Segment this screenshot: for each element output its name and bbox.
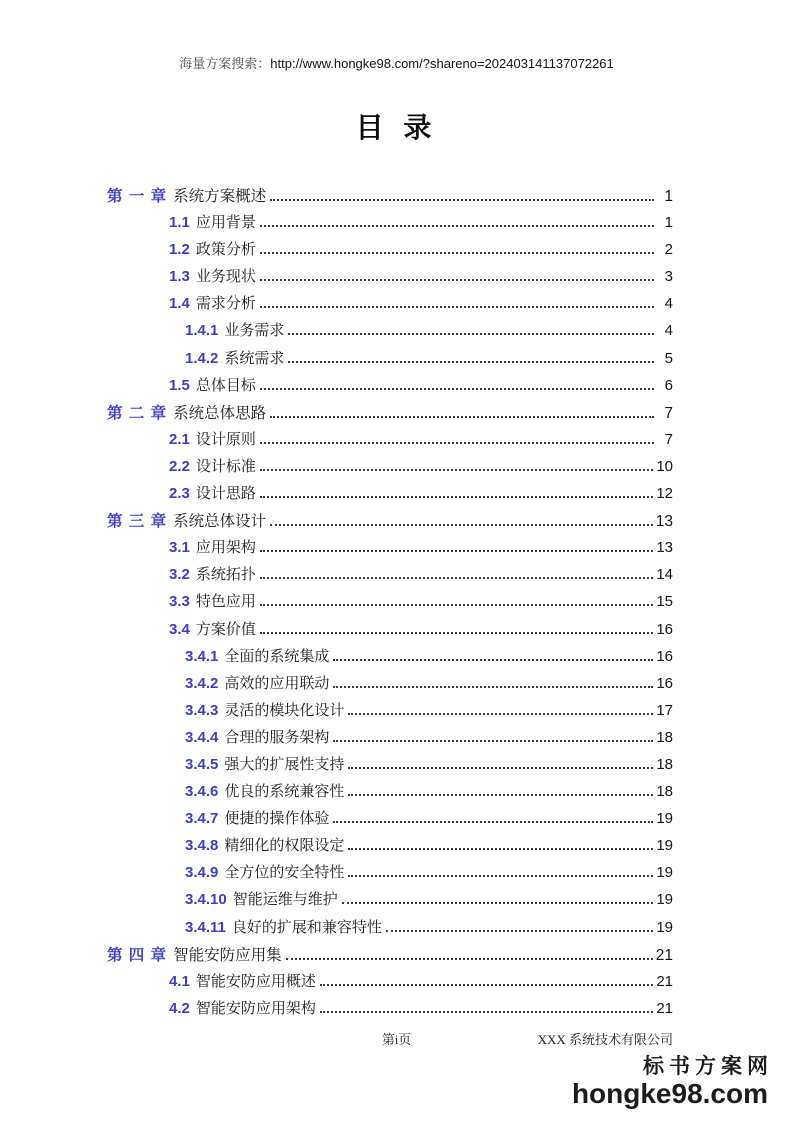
toc-entry-page-number: 21 <box>655 946 673 964</box>
toc-leader-dots <box>260 577 653 579</box>
toc-entry-title: 方案价值 <box>195 620 256 638</box>
toc-entry-number: 1.3 <box>169 268 190 286</box>
toc-entry-page-number: 18 <box>656 755 673 773</box>
toc-leader-dots <box>260 225 654 227</box>
toc-entry-page-number: 3 <box>664 268 673 286</box>
toc-entry[interactable] <box>107 672 673 699</box>
toc-entry-page-number: 18 <box>656 783 673 801</box>
toc-entry-title: 全方位的安全特性 <box>224 864 345 882</box>
toc-entry-title: 总体目标 <box>195 376 256 394</box>
toc-entry-page-number: 18 <box>656 728 673 746</box>
toc-entry-number: 3.4.2 <box>185 674 219 692</box>
toc-entry[interactable] <box>107 401 673 428</box>
toc-entry[interactable] <box>107 618 673 645</box>
toc-list <box>107 184 673 1024</box>
toc-entry-page-number: 13 <box>656 539 673 557</box>
toc-leader-dots <box>260 496 653 498</box>
toc-entry[interactable] <box>107 455 673 482</box>
toc-entry[interactable] <box>107 861 673 888</box>
toc-entry[interactable] <box>107 428 673 455</box>
toc-leader-dots <box>288 333 654 335</box>
toc-entry-number: 1.5 <box>169 376 190 394</box>
toc-entry-title: 智能安防应用集 <box>173 946 282 964</box>
page-title: 目 录 <box>355 112 438 143</box>
toc-leader-dots <box>286 958 653 960</box>
toc-entry-number: 3.4.11 <box>185 918 226 936</box>
toc-entry-title: 特色应用 <box>195 593 256 611</box>
logo-domain: hongke98.com <box>571 1077 768 1109</box>
toc-leader-dots <box>348 794 653 796</box>
toc-entry-number: 3.4.5 <box>185 755 219 773</box>
toc-entry-title: 设计标准 <box>195 457 256 475</box>
toc-entry-page-number: 19 <box>656 810 673 828</box>
toc-leader-dots <box>333 659 653 661</box>
toc-entry-title: 设计思路 <box>195 485 256 503</box>
toc-entry[interactable] <box>107 347 673 374</box>
toc-entry[interactable] <box>107 590 673 617</box>
toc-entry-number: 1.4 <box>169 295 190 313</box>
header-share-url[interactable]: http://www.hongke98.com/?shareno=202403141137072261 <box>270 56 614 71</box>
toc-entry-number: 4.1 <box>169 972 190 990</box>
toc-entry-title: 系统总体设计 <box>173 513 267 531</box>
toc-leader-dots <box>260 388 654 390</box>
toc-entry-title: 业务需求 <box>224 322 285 340</box>
toc-entry-number: 2.3 <box>169 485 190 503</box>
toc-entry-page-number: 16 <box>656 620 673 638</box>
toc-leader-dots <box>333 740 653 742</box>
logo-site-name: 标书方案网 <box>643 1055 773 1078</box>
toc-entry-page-number: 10 <box>656 457 673 475</box>
toc-entry-title: 系统总体思路 <box>173 404 267 422</box>
toc-entry-number: 1.1 <box>169 214 190 232</box>
toc-entry[interactable] <box>107 807 673 834</box>
toc-entry-number: 1.2 <box>169 241 190 259</box>
toc-entry-page-number: 7 <box>664 430 673 448</box>
toc-entry[interactable] <box>107 645 673 672</box>
toc-entry[interactable] <box>107 753 673 780</box>
toc-entry-title: 应用背景 <box>195 214 256 232</box>
toc-entry[interactable] <box>107 292 673 319</box>
toc-entry-page-number: 5 <box>664 349 673 367</box>
toc-entry[interactable] <box>107 482 673 509</box>
toc-leader-dots <box>260 306 654 308</box>
toc-entry-number: 1.4.2 <box>185 349 219 367</box>
document-header <box>0 53 793 72</box>
toc-leader-dots <box>348 713 653 715</box>
toc-entry-number: 3.3 <box>169 593 190 611</box>
toc-leader-dots <box>260 252 654 254</box>
toc-entry-page-number: 14 <box>656 566 673 584</box>
toc-entry-number: 3.2 <box>169 566 190 584</box>
toc-entry-title: 应用架构 <box>195 539 256 557</box>
toc-entry-page-number: 19 <box>656 891 673 909</box>
toc-entry[interactable] <box>107 265 673 292</box>
toc-leader-dots <box>260 550 653 552</box>
toc-entry-number: 3.4.7 <box>185 810 219 828</box>
toc-entry[interactable] <box>107 319 673 346</box>
toc-entry[interactable] <box>107 780 673 807</box>
toc-entry-number: 3.4.6 <box>185 783 219 801</box>
header-search-label: 海量方案搜索： <box>179 56 271 71</box>
footer-company-name: XXX 系统技术有限公司 <box>537 1032 673 1047</box>
toc-entry-page-number: 19 <box>656 918 673 936</box>
toc-leader-dots <box>260 442 654 444</box>
toc-entry[interactable] <box>107 943 673 970</box>
toc-entry-page-number: 21 <box>656 972 673 990</box>
toc-entry[interactable] <box>107 374 673 401</box>
toc-entry-page-number: 13 <box>655 513 673 531</box>
toc-entry-number: 3.4.1 <box>185 647 219 665</box>
toc-entry-title: 系统方案概述 <box>173 188 267 205</box>
toc-entry[interactable] <box>107 563 673 590</box>
toc-entry-page-number: 21 <box>656 999 673 1017</box>
toc-entry-number: 3.4.3 <box>185 701 219 719</box>
toc-leader-dots <box>348 875 653 877</box>
toc-entry-page-number: 7 <box>664 404 673 422</box>
toc-entry-title: 精细化的权限设定 <box>224 837 345 855</box>
toc-entry-number: 3.4.10 <box>185 891 227 909</box>
toc-entry-title: 高效的应用联动 <box>224 674 330 692</box>
toc-entry-title: 需求分析 <box>195 295 256 313</box>
toc-entry-page-number: 1 <box>664 188 673 205</box>
toc-entry[interactable] <box>107 238 673 265</box>
toc-entry-page-number: 4 <box>664 322 673 340</box>
toc-entry[interactable] <box>107 970 673 997</box>
toc-entry-number: 3.4.9 <box>185 864 219 882</box>
toc-leader-dots <box>386 930 653 932</box>
toc-entry-page-number: 4 <box>664 295 673 313</box>
toc-entry-title: 智能安防应用架构 <box>195 999 316 1017</box>
toc-leader-dots <box>260 279 654 281</box>
toc-entry-number: 3.4.4 <box>185 728 219 746</box>
toc-entry-title: 政策分析 <box>195 241 256 259</box>
toc-entry[interactable] <box>107 509 673 536</box>
toc-entry-title: 优良的系统兼容性 <box>224 783 345 801</box>
toc-entry-number: 第 四 章 <box>107 946 168 964</box>
toc-entry-page-number: 12 <box>656 485 673 503</box>
toc-entry[interactable] <box>107 184 673 211</box>
toc-leader-dots <box>270 524 653 526</box>
footer-page-number: 第i页 <box>381 1032 412 1047</box>
toc-entry-number: 1.4.1 <box>185 322 219 340</box>
toc-entry-number: 2.1 <box>169 430 190 448</box>
toc-entry-title: 强大的扩展性支持 <box>224 755 345 773</box>
toc-entry-title: 合理的服务架构 <box>224 728 330 746</box>
toc-entry[interactable] <box>107 699 673 726</box>
toc-entry-title: 系统需求 <box>224 349 285 367</box>
toc-leader-dots <box>288 361 654 363</box>
toc-entry-page-number: 16 <box>656 647 673 665</box>
toc-leader-dots <box>320 984 653 986</box>
toc-entry-number: 3.4.8 <box>185 837 219 855</box>
toc-entry-title: 业务现状 <box>195 268 256 286</box>
toc-leader-dots <box>270 416 654 418</box>
toc-leader-dots <box>333 686 653 688</box>
toc-leader-dots <box>260 469 653 471</box>
toc-leader-dots <box>342 902 654 904</box>
toc-entry-number: 3.1 <box>169 539 190 557</box>
toc-entry-page-number: 15 <box>656 593 673 611</box>
toc-entry-title: 设计原则 <box>195 430 256 448</box>
toc-leader-dots <box>260 604 653 606</box>
toc-entry-title: 全面的系统集成 <box>224 647 330 665</box>
toc-entry-page-number: 6 <box>664 376 673 394</box>
toc-leader-dots <box>333 821 653 823</box>
toc-entry-page-number: 19 <box>656 864 673 882</box>
toc-entry-page-number: 2 <box>664 241 673 259</box>
toc-entry-page-number: 17 <box>656 701 673 719</box>
toc-entry-title: 智能安防应用概述 <box>195 972 316 990</box>
toc-leader-dots <box>270 199 654 201</box>
toc-leader-dots <box>348 767 653 769</box>
toc-entry[interactable] <box>107 997 673 1024</box>
toc-entry-title: 良好的扩展和兼容特性 <box>231 918 382 936</box>
toc-entry-title: 便捷的操作体验 <box>224 810 330 828</box>
toc-entry-number: 3.4 <box>169 620 190 638</box>
site-logo <box>571 1055 773 1109</box>
toc-entry-number: 第 二 章 <box>107 404 168 422</box>
toc-entry-page-number: 19 <box>656 837 673 855</box>
toc-entry[interactable] <box>107 834 673 861</box>
toc-entry[interactable] <box>107 888 673 915</box>
toc-entry-number: 4.2 <box>169 999 190 1017</box>
toc-entry-title: 智能运维与维护 <box>232 891 338 909</box>
toc-entry-number: 第 一 章 <box>107 188 168 205</box>
toc-entry-page-number: 1 <box>664 214 673 232</box>
toc-entry[interactable] <box>107 211 673 238</box>
toc-entry-page-number: 16 <box>656 674 673 692</box>
toc-entry[interactable] <box>107 726 673 753</box>
toc-entry[interactable] <box>107 916 673 943</box>
toc-leader-dots <box>348 848 653 850</box>
toc-entry-title: 系统拓扑 <box>195 566 256 584</box>
toc-leader-dots <box>260 632 653 634</box>
toc-leader-dots <box>320 1011 653 1013</box>
toc-entry-number: 第 三 章 <box>107 513 168 531</box>
toc-entry-title: 灵活的模块化设计 <box>224 701 345 719</box>
toc-entry-number: 2.2 <box>169 457 190 475</box>
toc-entry[interactable] <box>107 536 673 563</box>
